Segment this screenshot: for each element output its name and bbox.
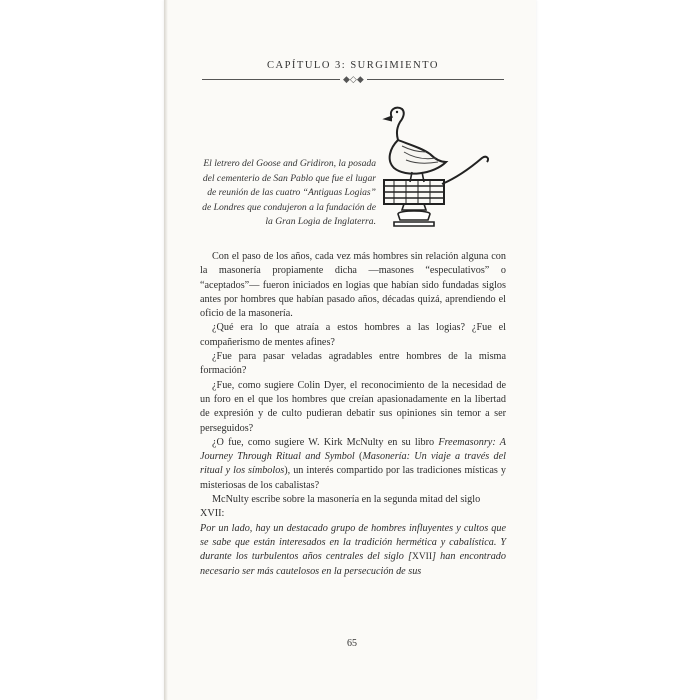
quote-text: ] han encontrado necesario ser más cautelosos en la persecución de sus bbox=[200, 551, 506, 577]
paragraph bbox=[200, 436, 506, 493]
page-gutter bbox=[164, 0, 168, 700]
paragraph-text: ( bbox=[354, 451, 363, 463]
paragraph-text: McNulty escribe sobre la masonería en la segunda mitad del siglo bbox=[212, 494, 481, 506]
paragraph: Con el paso de los años, cada vez más hombres sin relación alguna con la masonería propiamente dicha —masones “especulativos” o “aceptados”— fueron iniciados en logias que habían sido fundadas siglos antes por hombres que habían pasado años, décadas quizá, aprendiendo el oficio de la masonería. bbox=[200, 251, 506, 320]
paragraph: ¿Qué era lo que atraía a estos hombres a las logias? ¿Fue el compañerismo de mentes afines? bbox=[200, 322, 506, 348]
quote-text: Por un lado, hay un destacado grupo de hombres influyentes y cultos que se sabe que están interesados en la tradición hermética y cabalística. Y durante los turbulentos años centrales del siglo [ bbox=[200, 522, 506, 563]
rule-ornament-icon: ◆◇◆ bbox=[340, 75, 367, 84]
goose-and-gridiron-sign-icon bbox=[364, 100, 502, 234]
page-number: 65 bbox=[347, 638, 357, 649]
paragraph bbox=[200, 493, 506, 522]
figure-caption: El letrero del Goose and Gridiron, la posada del cementerio de San Pablo que fue el lugar de reunión de las cuatro “Antiguas Logias” de Londres que condujeron a la fundación de la Gran Logia de Inglaterra. bbox=[202, 158, 376, 228]
running-head: CAPÍTULO 3: SURGIMIENTO bbox=[267, 60, 439, 71]
paragraph-text: ), un interés compartido por las tradiciones místicas y misteriosas de los cabalistas? bbox=[200, 465, 506, 491]
book-title-translation: Masonería: Un viaje a través del ritual y los símbolos bbox=[200, 451, 506, 477]
century-numeral: XVII bbox=[200, 508, 222, 520]
paragraph: ¿Fue, como sugiere Colin Dyer, el reconocimiento de la necesidad de un foro en el que los hombres que creían apasionadamente en la libertad de expresión y de culto pudieran debatir sus opiniones sin temor a ser perseguidos? bbox=[200, 379, 506, 434]
block-quote bbox=[200, 522, 506, 579]
century-numeral: XVII bbox=[411, 552, 433, 563]
paragraph-text: ¿O fue, como sugiere W. Kirk McNulty en su libro bbox=[212, 436, 439, 448]
paragraph-text: : bbox=[221, 508, 225, 520]
body-text bbox=[200, 250, 506, 579]
book-title: Freemasonry: A Journey Through Ritual and Symbol bbox=[200, 436, 506, 463]
paragraph: ¿Fue para pasar veladas agradables entre hombres de la misma formación? bbox=[200, 351, 506, 377]
